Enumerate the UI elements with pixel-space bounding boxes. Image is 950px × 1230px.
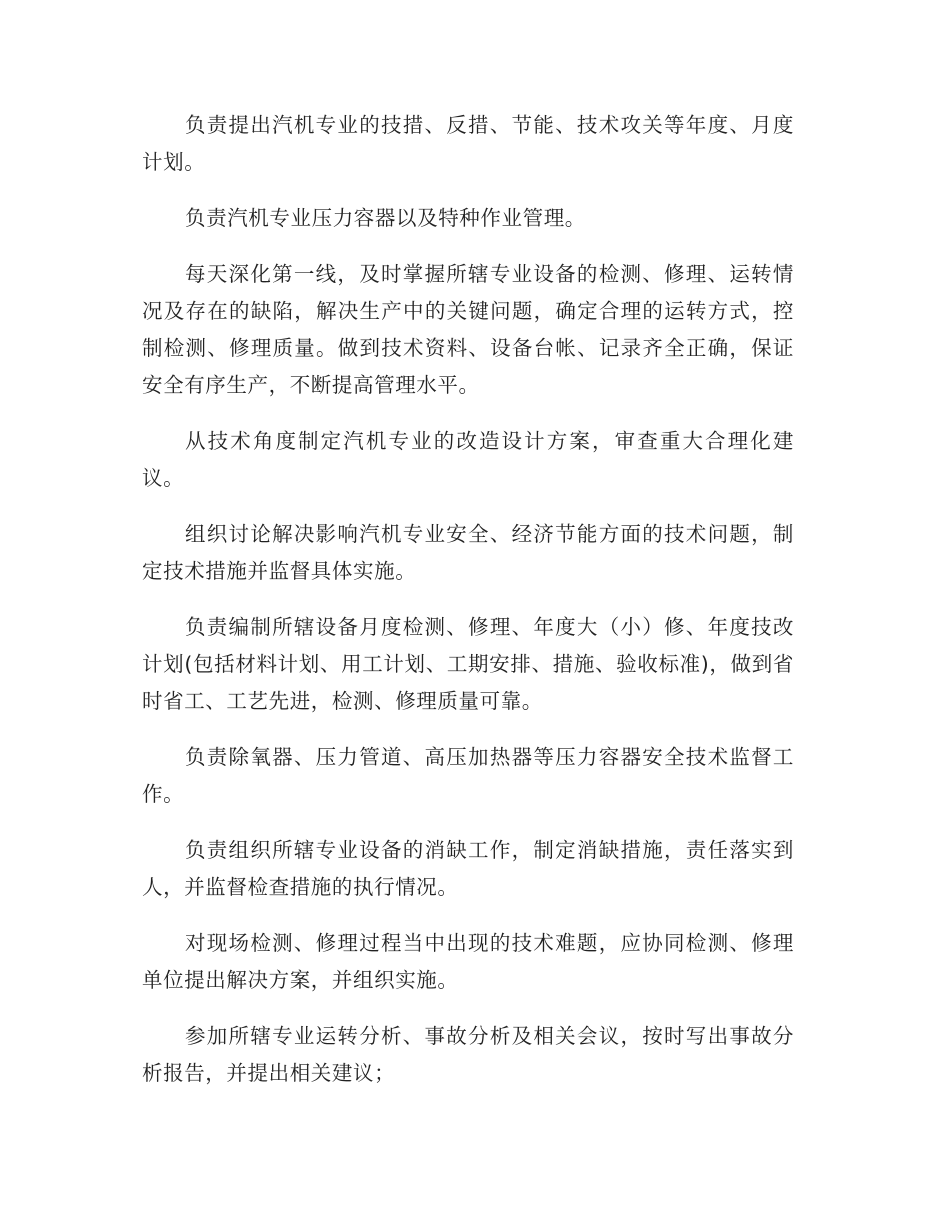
paragraph-6: 负责编制所辖设备月度检测、修理、年度大（小）修、年度技改计划(包括材料计划、用工计划、工期安排、措施、验收标准)，做到省时省工、工艺先进，检测、修理质量可靠。 — [142, 615, 794, 713]
paragraph-3: 每天深化第一线，及时掌握所辖专业设备的检测、修理、运转情况及存在的缺陷，解决生产中的关键问题，确定合理的运转方式，控制检测、修理质量。做到技术资料、设备台帐、记录齐全正确，保证安全有序生产，不断提高管理水平。 — [142, 262, 794, 397]
document-body — [142, 107, 794, 1111]
paragraph-9: 对现场检测、修理过程当中出现的技术难题，应协同检测、修理单位提出解决方案，并组织实施。 — [142, 931, 794, 992]
paragraph-8: 负责组织所辖专业设备的消缺工作，制定消缺措施，责任落实到人，并监督检查措施的执行情况。 — [142, 838, 794, 899]
paragraph-4: 从技术角度制定汽机专业的改造设计方案，审查重大合理化建议。 — [142, 429, 794, 490]
paragraph-10: 参加所辖专业运转分析、事故分析及相关会议，按时写出事故分析报告，并提出相关建议； — [142, 1024, 794, 1085]
paragraph-1: 负责提出汽机专业的技措、反措、节能、技术攻关等年度、月度计划。 — [142, 113, 794, 174]
paragraph-7: 负责除氧器、压力管道、高压加热器等压力容器安全技术监督工作。 — [142, 745, 794, 806]
paragraph-2: 负责汽机专业压力容器以及特种作业管理。 — [185, 206, 586, 230]
paragraph-5: 组织讨论解决影响汽机专业安全、经济节能方面的技术问题，制定技术措施并监督具体实施。 — [142, 522, 794, 583]
